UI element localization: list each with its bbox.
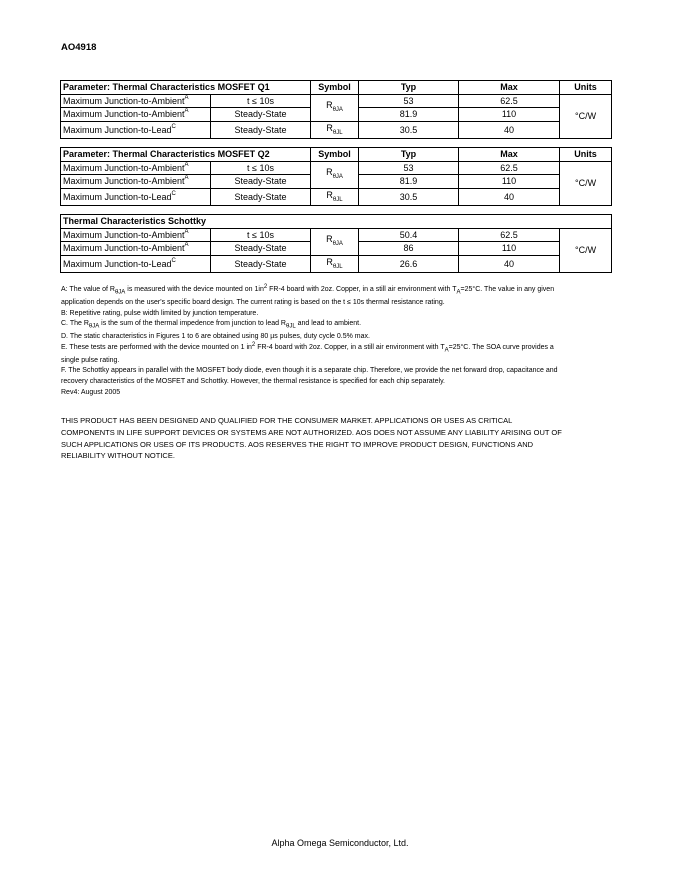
- condition-cell: t ≤ 10s: [211, 94, 311, 108]
- table-row: [61, 121, 612, 139]
- table-row: [61, 161, 612, 175]
- footer-company: Alpha Omega Semiconductor, Ltd.: [271, 838, 409, 848]
- table-title: Thermal Characteristics Schottky: [61, 215, 612, 229]
- typ-cell: 81.9: [359, 108, 459, 122]
- max-cell: 110: [459, 242, 560, 256]
- typ-cell: 53: [359, 94, 459, 108]
- condition-cell: Steady-State: [211, 175, 311, 189]
- typ-cell: 50.4: [359, 228, 459, 242]
- max-cell: 110: [459, 175, 560, 189]
- symbol-rthjl: $R_{\theta JL}$: [311, 188, 359, 206]
- thermal-table-schottky: [60, 214, 612, 273]
- max-cell: 62.5: [459, 94, 560, 108]
- param-cell: Maximum Junction-to-Ambient$^A$: [61, 228, 211, 242]
- note-e: E. These tests are performed with the device mounted on 1 $in^2$ FR-4 board with 2oz. Copper, in a still air environment with $T_A=25^\circ C$. The SOA curve provides a single pulse rating.: [61, 341, 554, 364]
- symbol-rthja: $R_{\theta JA}$: [311, 161, 359, 188]
- note-b: B: Repetitive rating, pulse width limited by junction temperature.: [61, 309, 259, 317]
- table-header-row: [61, 81, 612, 95]
- max-cell: 40: [459, 255, 560, 273]
- revision: Rev4: August 2005: [61, 388, 121, 396]
- footnotes: [61, 285, 561, 398]
- thermal-table-q1: [60, 80, 612, 139]
- condition-cell: t ≤ 10s: [211, 228, 311, 242]
- header-units: Units: [560, 81, 612, 95]
- param-cell: Maximum Junction-to-Ambient$^A$: [61, 94, 211, 108]
- param-cell: Maximum Junction-to-Lead$^C$: [61, 255, 211, 273]
- table-title: Parameter: Thermal Characteristics MOSFET Q1: [61, 81, 311, 95]
- max-cell: 110: [459, 108, 560, 122]
- typ-cell: 26.6: [359, 255, 459, 273]
- units-cell: °C/W: [560, 228, 612, 273]
- table-row: [61, 188, 612, 206]
- typ-cell: 53: [359, 161, 459, 175]
- disclaimer: THIS PRODUCT HAS BEEN DESIGNED AND QUALIFIED FOR THE CONSUMER MARKET. APPLICATIONS OR USES AS CRITICAL COMPONENTS IN LIFE SUPPORT DEVICES OR SYSTEMS ARE NOT AUTHORIZED. AOS DOES NOT ASSUME ANY LIABILITY ARISING OUT OF SUCH APPLICATIONS OR USES OF ITS PRODUCTS. AOS RESERVES THE RIGHT TO IMPROVE PRODUCT DESIGN, FUNCTIONS AND RELIABILITY WITHOUT NOTICE.: [61, 416, 562, 461]
- table-row: [61, 94, 612, 108]
- symbol-rthjl: $R_{\theta JL}$: [311, 255, 359, 273]
- header-max: Max: [459, 81, 560, 95]
- units-cell: °C/W: [560, 94, 612, 139]
- header-max: Max: [459, 148, 560, 162]
- header-typ: Typ: [359, 148, 459, 162]
- part-number: AO4918: [61, 42, 97, 53]
- thermal-table-q2: [60, 147, 612, 206]
- typ-cell: 30.5: [359, 121, 459, 139]
- typ-cell: 81.9: [359, 175, 459, 189]
- param-cell: Maximum Junction-to-Lead$^C$: [61, 121, 211, 139]
- table-header-row: [61, 215, 612, 229]
- max-cell: 40: [459, 121, 560, 139]
- units-cell: °C/W: [560, 161, 612, 206]
- note-d: D. The static characteristics in Figures 1 to 6 are obtained using 80 µs pulses, duty cycle 0.5% max.: [61, 333, 370, 341]
- max-cell: 62.5: [459, 228, 560, 242]
- condition-cell: Steady-State: [211, 121, 311, 139]
- symbol-rthja: $R_{\theta JA}$: [311, 94, 359, 121]
- symbol-rthjl: $R_{\theta JL}$: [311, 121, 359, 139]
- condition-cell: t ≤ 10s: [211, 161, 311, 175]
- param-cell: Maximum Junction-to-Ambient$^A$: [61, 175, 211, 189]
- header-symbol: Symbol: [311, 148, 359, 162]
- table-header-row: [61, 148, 612, 162]
- typ-cell: 86: [359, 242, 459, 256]
- note-a: A: The value of $R_{\theta JA}$ is measured with the device mounted on $1in^2$ FR-4 board with 2oz. Copper, in a still air environment with $T_A=25^\circ C$. The value in any given application depends on the user's specific board design. The current rating is based on the t ≤ 10s thermal resistance rating.: [61, 284, 555, 306]
- table-title: Parameter: Thermal Characteristics MOSFET Q2: [61, 148, 311, 162]
- table-row: [61, 228, 612, 242]
- max-cell: 62.5: [459, 161, 560, 175]
- table-row: [61, 255, 612, 273]
- condition-cell: Steady-State: [211, 242, 311, 256]
- header-units: Units: [560, 148, 612, 162]
- header-typ: Typ: [359, 81, 459, 95]
- condition-cell: Steady-State: [211, 188, 311, 206]
- condition-cell: Steady-State: [211, 108, 311, 122]
- max-cell: 40: [459, 188, 560, 206]
- note-f: F. The Schottky appears in parallel with the MOSFET body diode, even though it is a separate chip. Therefore, we provide the net forward drop, capacitance and recovery characteristics of the MOSFET and Schottky. However, the thermal resistance is specified for each chip separately.: [61, 367, 558, 385]
- param-cell: Maximum Junction-to-Ambient$^A$: [61, 242, 211, 256]
- param-cell: Maximum Junction-to-Ambient$^A$: [61, 108, 211, 122]
- note-c: C. The $R_{\theta JA}$ is the sum of the thermal impedence from junction to lead $R_{\theta JL}$ and lead to ambient.: [61, 320, 362, 330]
- header-symbol: Symbol: [311, 81, 359, 95]
- condition-cell: Steady-State: [211, 255, 311, 273]
- param-cell: Maximum Junction-to-Lead$^C$: [61, 188, 211, 206]
- param-cell: Maximum Junction-to-Ambient$^A$: [61, 161, 211, 175]
- symbol-rthja: $R_{\theta JA}$: [311, 228, 359, 255]
- typ-cell: 30.5: [359, 188, 459, 206]
